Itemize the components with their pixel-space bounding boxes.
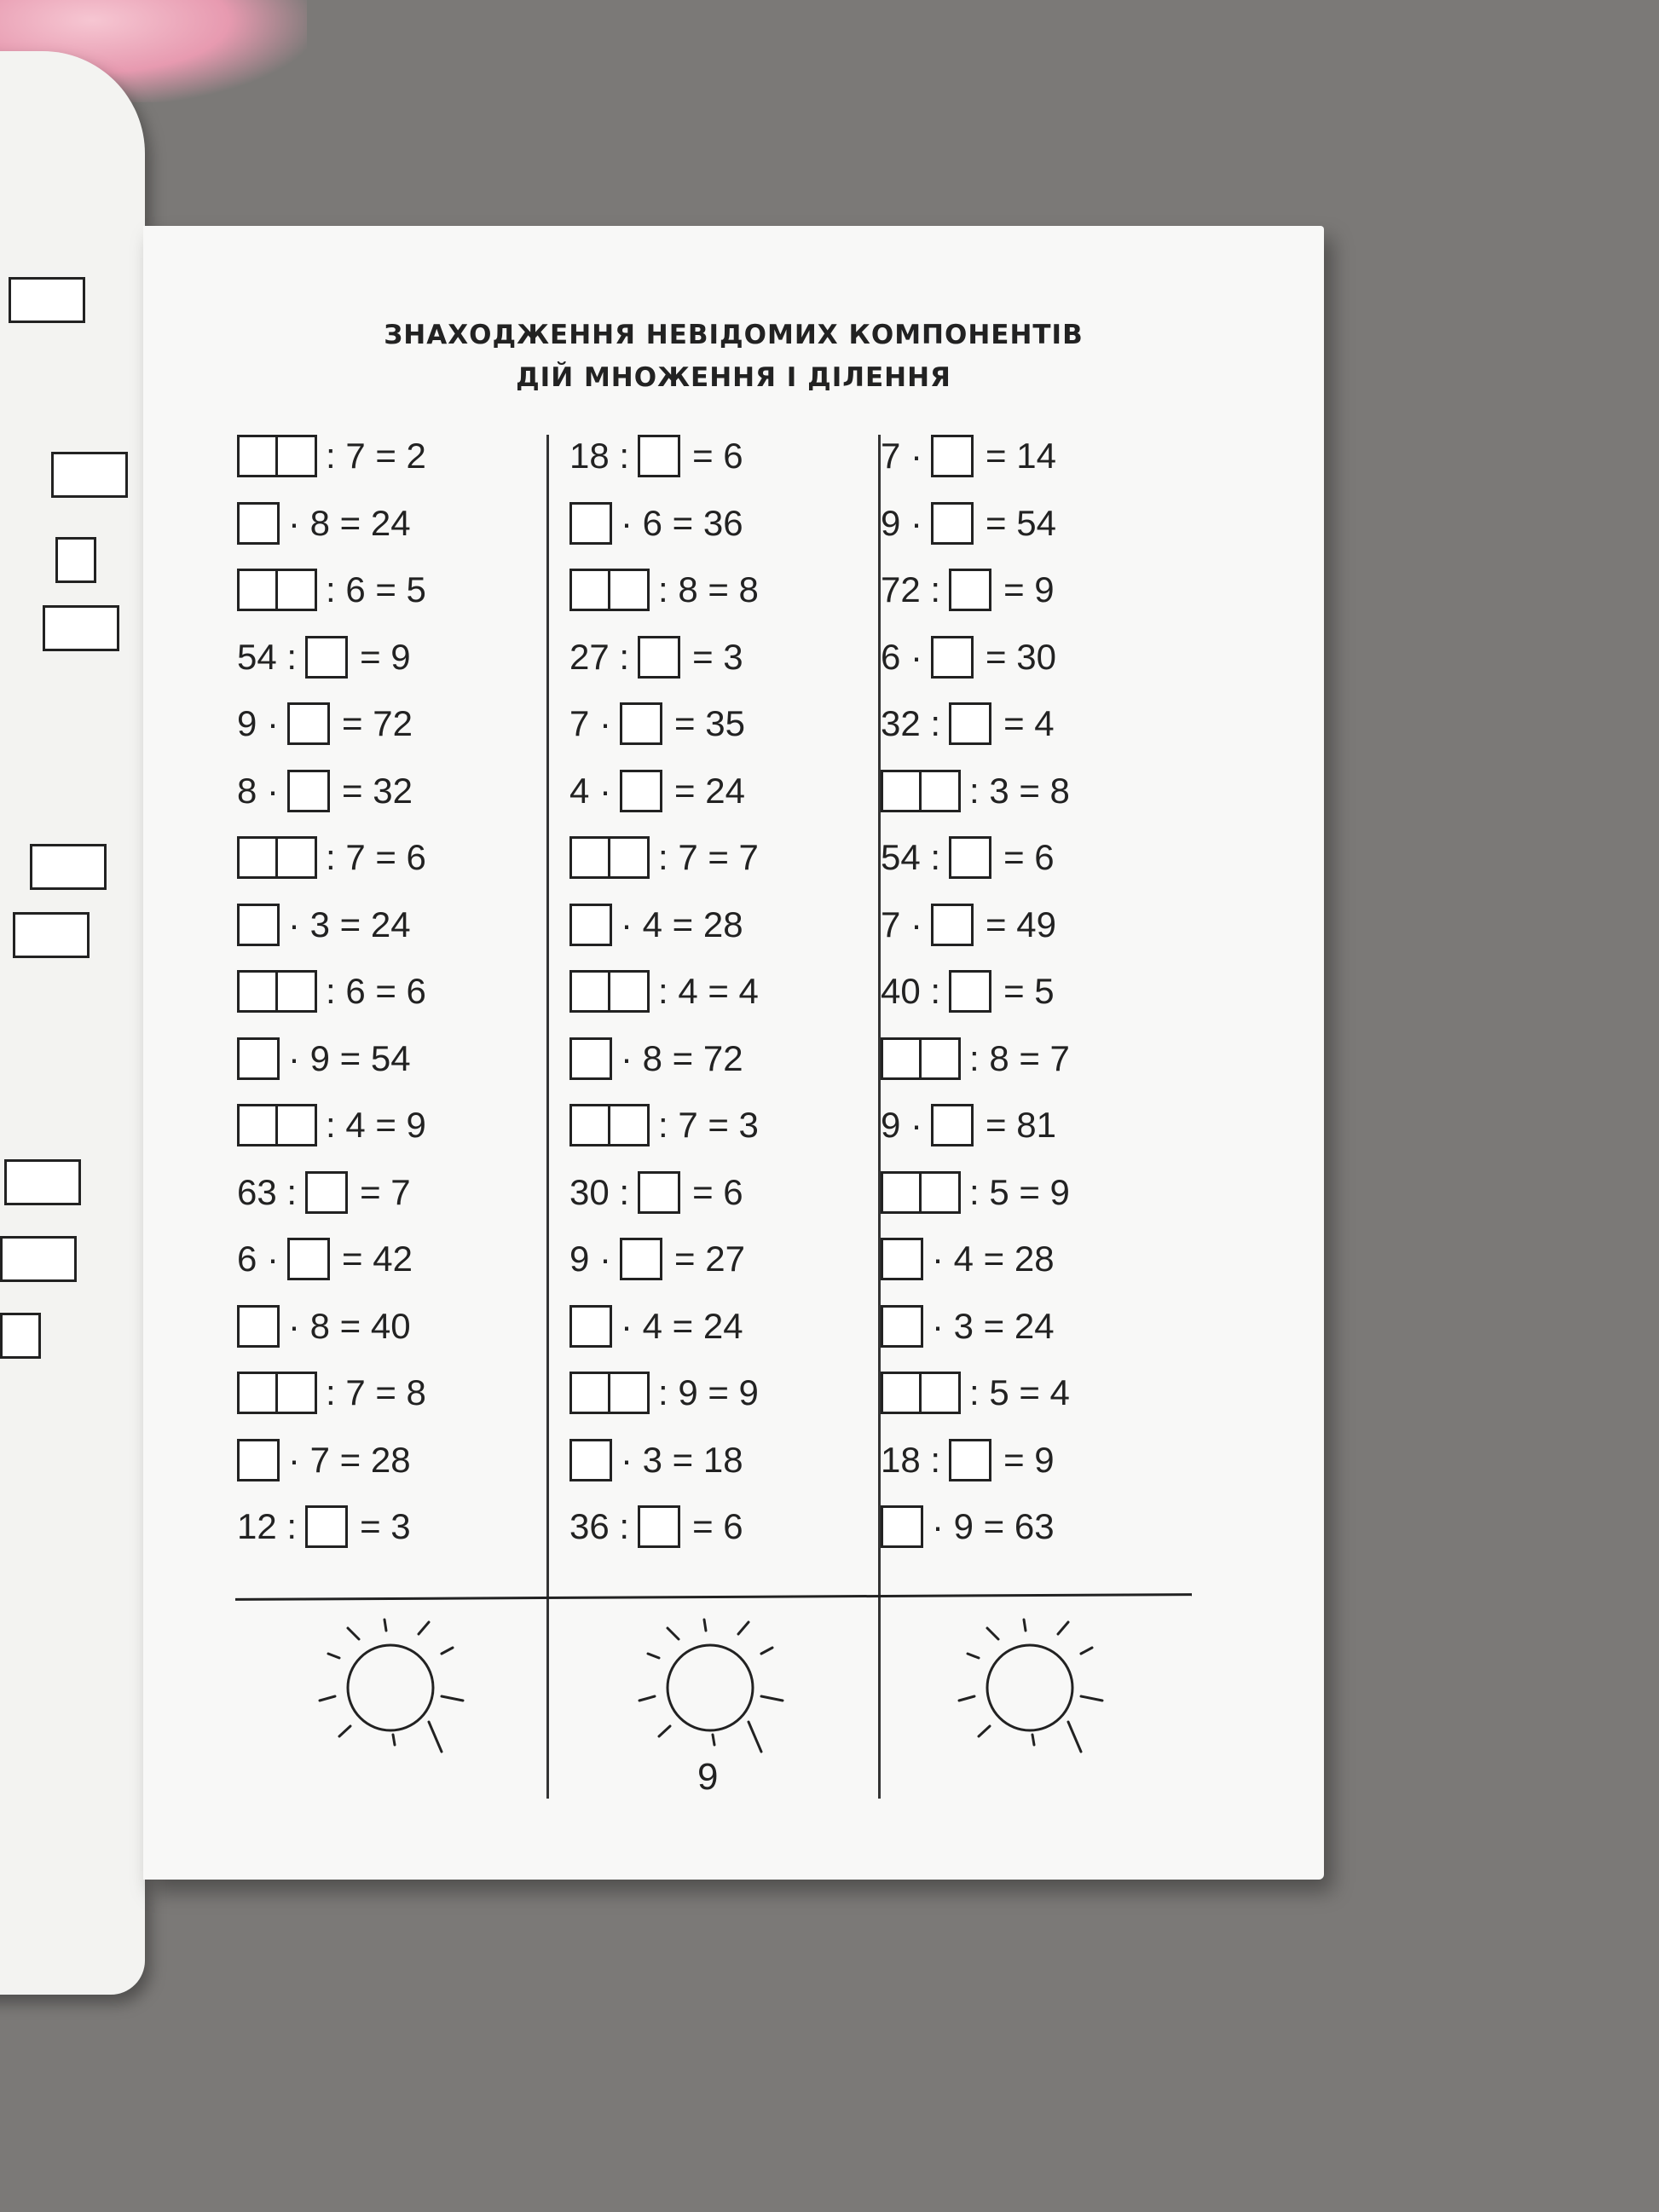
exercise-row bbox=[237, 1033, 411, 1084]
equation-text: 9 · bbox=[881, 1105, 923, 1145]
answer-box[interactable] bbox=[949, 836, 991, 879]
exercise-row bbox=[237, 832, 426, 883]
answer-box-two-digit[interactable] bbox=[237, 1372, 317, 1414]
equation-text: = 9 bbox=[1003, 1439, 1055, 1480]
answer-box-fragment bbox=[43, 605, 119, 651]
answer-box-two-digit[interactable] bbox=[569, 836, 650, 879]
sun-icon bbox=[629, 1615, 800, 1760]
answer-box[interactable] bbox=[237, 1305, 280, 1348]
answer-box[interactable] bbox=[237, 502, 280, 545]
answer-box-two-digit[interactable] bbox=[237, 836, 317, 879]
equation-text: 27 : bbox=[569, 636, 630, 677]
exercise-row bbox=[881, 832, 1055, 883]
equation-text: : 7 = 7 bbox=[658, 837, 759, 877]
equation-text: : 7 = 8 bbox=[326, 1372, 426, 1412]
equation-text: = 9 bbox=[1003, 569, 1055, 609]
answer-box-two-digit[interactable] bbox=[237, 1104, 317, 1146]
equation-text: = 6 bbox=[1003, 837, 1055, 877]
equation-text: = 5 bbox=[1003, 971, 1055, 1011]
answer-box[interactable] bbox=[638, 636, 680, 679]
equation-text: = 27 bbox=[674, 1239, 745, 1279]
equation-text: : 6 = 5 bbox=[326, 569, 426, 609]
answer-box[interactable] bbox=[569, 1305, 612, 1348]
exercise-row bbox=[881, 1301, 1055, 1352]
equation-text: · 7 = 28 bbox=[288, 1439, 411, 1480]
exercise-row bbox=[569, 430, 743, 482]
exercise-row bbox=[237, 1233, 413, 1285]
equation-text: = 14 bbox=[986, 436, 1056, 476]
answer-box[interactable] bbox=[287, 1238, 330, 1280]
exercise-row bbox=[881, 1233, 1055, 1285]
equation-text: : 5 = 9 bbox=[969, 1171, 1070, 1212]
answer-box[interactable] bbox=[931, 435, 974, 477]
answer-box-fragment bbox=[4, 1159, 81, 1205]
exercise-row bbox=[569, 632, 743, 683]
exercise-row bbox=[881, 1501, 1055, 1552]
exercise-row bbox=[237, 498, 411, 549]
equation-text: 18 : bbox=[569, 436, 630, 476]
equation-text: : 5 = 4 bbox=[969, 1372, 1070, 1412]
exercise-row bbox=[569, 765, 745, 817]
exercise-row bbox=[237, 1100, 426, 1151]
equation-text: = 6 bbox=[692, 1171, 743, 1212]
equation-text: · 3 = 24 bbox=[288, 904, 411, 944]
answer-box[interactable] bbox=[620, 702, 662, 745]
equation-text: · 8 = 24 bbox=[288, 502, 411, 543]
equation-text: 72 : bbox=[881, 569, 941, 609]
exercise-row bbox=[881, 1435, 1055, 1486]
exercise-row bbox=[881, 1167, 1070, 1218]
answer-box[interactable] bbox=[949, 970, 991, 1013]
equation-text: 54 : bbox=[881, 837, 941, 877]
equation-text: 12 : bbox=[237, 1506, 298, 1546]
equation-text: 6 · bbox=[237, 1239, 280, 1279]
answer-box-fragment bbox=[0, 1313, 41, 1359]
answer-box-two-digit[interactable] bbox=[569, 569, 650, 611]
exercise-row bbox=[881, 498, 1056, 549]
equation-text: = 35 bbox=[674, 703, 745, 743]
equation-text: : 8 = 7 bbox=[969, 1037, 1070, 1078]
exercise-row bbox=[569, 1100, 759, 1151]
answer-box[interactable] bbox=[287, 770, 330, 812]
exercise-row bbox=[881, 1033, 1070, 1084]
answer-box[interactable] bbox=[881, 1505, 923, 1548]
equation-text: : 3 = 8 bbox=[969, 770, 1070, 811]
equation-text: 63 : bbox=[237, 1171, 298, 1212]
answer-box[interactable] bbox=[638, 1171, 680, 1214]
equation-text: : 6 = 6 bbox=[326, 971, 426, 1011]
answer-box-fragment bbox=[30, 844, 107, 890]
exercise-row bbox=[237, 1501, 411, 1552]
equation-text: : 4 = 9 bbox=[326, 1105, 426, 1145]
equation-text: · 4 = 24 bbox=[621, 1305, 743, 1346]
equation-text: = 81 bbox=[986, 1105, 1056, 1145]
exercise-row bbox=[569, 966, 759, 1017]
equation-text: = 54 bbox=[986, 502, 1056, 543]
equation-text: 30 : bbox=[569, 1171, 630, 1212]
exercise-row bbox=[237, 966, 426, 1017]
exercise-row bbox=[237, 765, 413, 817]
answer-box[interactable] bbox=[287, 702, 330, 745]
answer-box[interactable] bbox=[931, 904, 974, 946]
exercise-row bbox=[569, 1367, 759, 1418]
left-page bbox=[0, 51, 145, 1995]
equation-text: · 8 = 40 bbox=[288, 1305, 411, 1346]
answer-box[interactable] bbox=[620, 770, 662, 812]
column-divider bbox=[546, 435, 549, 1799]
equation-text: = 6 bbox=[692, 436, 743, 476]
page-title: ЗНАХОДЖЕННЯ НЕВІДОМИХ КОМПОНЕНТІВ bbox=[384, 320, 1084, 350]
answer-box[interactable] bbox=[237, 1037, 280, 1080]
exercise-row bbox=[569, 698, 745, 749]
equation-text: = 6 bbox=[692, 1506, 743, 1546]
answer-box-two-digit[interactable] bbox=[569, 1104, 650, 1146]
exercise-column-2 bbox=[569, 430, 876, 1786]
equation-text: · 6 = 36 bbox=[621, 502, 743, 543]
exercise-row bbox=[237, 430, 426, 482]
answer-box-fragment bbox=[9, 277, 85, 323]
exercise-column-3 bbox=[881, 430, 1188, 1786]
page-number: 9 bbox=[697, 1756, 719, 1798]
answer-box[interactable] bbox=[931, 1104, 974, 1146]
exercise-row bbox=[569, 832, 759, 883]
exercise-row bbox=[881, 899, 1056, 950]
workbook-page bbox=[143, 226, 1324, 1880]
answer-box-two-digit[interactable] bbox=[237, 970, 317, 1013]
answer-box-two-digit[interactable] bbox=[237, 435, 317, 477]
answer-box-fragment bbox=[55, 537, 96, 583]
answer-box[interactable] bbox=[949, 702, 991, 745]
equation-text: · 9 = 54 bbox=[288, 1037, 411, 1078]
answer-box[interactable] bbox=[931, 636, 974, 679]
equation-text: 36 : bbox=[569, 1506, 630, 1546]
equation-text: 9 · bbox=[569, 1239, 612, 1279]
equation-text: = 32 bbox=[342, 770, 413, 811]
equation-text: = 49 bbox=[986, 904, 1056, 944]
equation-text: 7 · bbox=[569, 703, 612, 743]
equation-text: : 7 = 6 bbox=[326, 837, 426, 877]
equation-text: · 3 = 24 bbox=[932, 1305, 1055, 1346]
answer-box[interactable] bbox=[569, 1037, 612, 1080]
exercise-row bbox=[881, 430, 1056, 482]
exercise-row bbox=[881, 765, 1070, 817]
equation-text: = 4 bbox=[1003, 703, 1055, 743]
answer-box[interactable] bbox=[305, 1505, 348, 1548]
sun-icon bbox=[949, 1615, 1119, 1760]
equation-text: : 9 = 9 bbox=[658, 1372, 759, 1412]
exercise-row bbox=[569, 498, 743, 549]
exercise-row bbox=[569, 1033, 743, 1084]
answer-box-fragment bbox=[13, 912, 90, 958]
exercise-row bbox=[569, 1301, 743, 1352]
answer-box[interactable] bbox=[881, 1305, 923, 1348]
exercise-row bbox=[881, 564, 1055, 615]
answer-box-fragment bbox=[51, 452, 128, 498]
equation-text: = 9 bbox=[360, 636, 411, 677]
exercise-row bbox=[237, 1301, 411, 1352]
exercise-row bbox=[237, 1167, 411, 1218]
equation-text: 7 · bbox=[881, 904, 923, 944]
equation-text: · 4 = 28 bbox=[621, 904, 743, 944]
exercise-row bbox=[569, 1167, 743, 1218]
answer-box-two-digit[interactable] bbox=[881, 1037, 961, 1080]
equation-text: 6 · bbox=[881, 636, 923, 677]
exercise-row bbox=[881, 698, 1055, 749]
exercise-row bbox=[569, 1501, 743, 1552]
equation-text: 9 · bbox=[881, 502, 923, 543]
exercise-row bbox=[881, 1367, 1070, 1418]
equation-text: · 9 = 63 bbox=[932, 1506, 1055, 1546]
exercise-row bbox=[569, 899, 743, 950]
equation-text: 9 · bbox=[237, 703, 280, 743]
exercise-row bbox=[569, 564, 759, 615]
equation-text: = 72 bbox=[342, 703, 413, 743]
answer-box[interactable] bbox=[638, 1505, 680, 1548]
equation-text: = 7 bbox=[360, 1171, 411, 1212]
equation-text: = 42 bbox=[342, 1239, 413, 1279]
equation-text: 32 : bbox=[881, 703, 941, 743]
equation-text: 7 · bbox=[881, 436, 923, 476]
exercise-row bbox=[569, 1435, 743, 1486]
answer-box[interactable] bbox=[237, 904, 280, 946]
equation-text: = 3 bbox=[360, 1506, 411, 1546]
equation-text: 8 · bbox=[237, 770, 280, 811]
equation-text: 18 : bbox=[881, 1439, 941, 1480]
answer-box-fragment bbox=[0, 1236, 77, 1282]
answer-box-two-digit[interactable] bbox=[237, 569, 317, 611]
exercise-row bbox=[237, 1435, 411, 1486]
answer-box-two-digit[interactable] bbox=[881, 770, 961, 812]
equation-text: : 8 = 8 bbox=[658, 569, 759, 609]
exercise-row bbox=[237, 698, 413, 749]
answer-box[interactable] bbox=[949, 1439, 991, 1481]
equation-text: 54 : bbox=[237, 636, 298, 677]
equation-text: = 3 bbox=[692, 636, 743, 677]
answer-box[interactable] bbox=[569, 904, 612, 946]
equation-text: : 4 = 4 bbox=[658, 971, 759, 1011]
answer-box[interactable] bbox=[569, 502, 612, 545]
exercise-row bbox=[237, 1367, 426, 1418]
answer-box-two-digit[interactable] bbox=[569, 970, 650, 1013]
equation-text: = 30 bbox=[986, 636, 1056, 677]
answer-box[interactable] bbox=[569, 1439, 612, 1481]
answer-box[interactable] bbox=[620, 1238, 662, 1280]
equation-text: 40 : bbox=[881, 971, 941, 1011]
answer-box-two-digit[interactable] bbox=[569, 1372, 650, 1414]
answer-box[interactable] bbox=[237, 1439, 280, 1481]
exercise-column-1 bbox=[237, 430, 544, 1786]
page-subtitle: ДІЙ МНОЖЕННЯ І ДІЛЕННЯ bbox=[516, 362, 951, 393]
answer-box[interactable] bbox=[305, 636, 348, 679]
answer-box[interactable] bbox=[931, 502, 974, 545]
exercise-row bbox=[881, 966, 1055, 1017]
equation-text: 4 · bbox=[569, 770, 612, 811]
exercise-row bbox=[237, 632, 411, 683]
answer-box-two-digit[interactable] bbox=[881, 1372, 961, 1414]
answer-box-two-digit[interactable] bbox=[881, 1171, 961, 1214]
equation-text: : 7 = 3 bbox=[658, 1105, 759, 1145]
equation-text: · 3 = 18 bbox=[621, 1439, 743, 1480]
answer-box[interactable] bbox=[949, 569, 991, 611]
equation-text: = 24 bbox=[674, 770, 745, 811]
equation-text: : 7 = 2 bbox=[326, 436, 426, 476]
answer-box[interactable] bbox=[881, 1238, 923, 1280]
exercise-row bbox=[881, 1100, 1056, 1151]
sun-icon bbox=[309, 1615, 480, 1760]
exercise-row bbox=[569, 1233, 745, 1285]
equation-text: · 4 = 28 bbox=[932, 1239, 1055, 1279]
equation-text: · 8 = 72 bbox=[621, 1037, 743, 1078]
exercise-row bbox=[237, 564, 426, 615]
answer-box[interactable] bbox=[305, 1171, 348, 1214]
exercise-row bbox=[237, 899, 411, 950]
answer-box[interactable] bbox=[638, 435, 680, 477]
exercise-row bbox=[881, 632, 1056, 683]
